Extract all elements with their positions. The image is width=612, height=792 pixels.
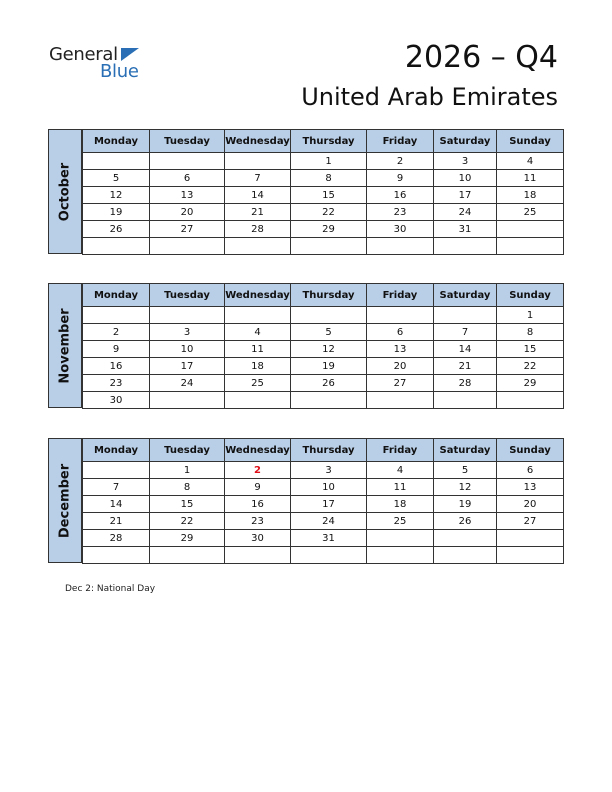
- day-cell: 17: [150, 358, 225, 375]
- day-cell: [291, 392, 367, 409]
- day-cell: 18: [497, 187, 564, 204]
- country-name: United Arab Emirates: [301, 83, 558, 111]
- weekday-header: Sunday: [497, 284, 564, 307]
- day-cell: 23: [225, 513, 291, 530]
- day-cell: 14: [225, 187, 291, 204]
- day-cell: 3: [291, 462, 367, 479]
- weekday-header-row: [83, 439, 564, 462]
- day-cell: 1: [291, 153, 367, 170]
- day-cell: 6: [367, 324, 434, 341]
- week-row: [83, 530, 564, 547]
- day-cell: 20: [150, 204, 225, 221]
- month-name: December: [57, 463, 73, 538]
- day-cell: 9: [367, 170, 434, 187]
- week-row: [83, 496, 564, 513]
- weekday-header-row: [83, 284, 564, 307]
- day-cell: 5: [434, 462, 497, 479]
- day-cell: 12: [291, 341, 367, 358]
- weekday-header: Wednesday: [225, 284, 291, 307]
- day-cell: 29: [291, 221, 367, 238]
- day-cell: 16: [225, 496, 291, 513]
- day-cell: 13: [150, 187, 225, 204]
- day-cell: 11: [497, 170, 564, 187]
- weekday-header: Thursday: [291, 284, 367, 307]
- month-name: November: [57, 307, 73, 384]
- day-cell: 8: [150, 479, 225, 496]
- day-cell: [150, 238, 225, 255]
- day-cell: 4: [225, 324, 291, 341]
- day-cell: 29: [497, 375, 564, 392]
- logo-text-general: General: [49, 44, 118, 65]
- day-cell: [225, 238, 291, 255]
- week-row: [83, 221, 564, 238]
- day-cell: 13: [367, 341, 434, 358]
- day-cell: 3: [434, 153, 497, 170]
- day-cell: 29: [150, 530, 225, 547]
- day-cell: [150, 153, 225, 170]
- day-cell: 31: [434, 221, 497, 238]
- day-cell: 24: [434, 204, 497, 221]
- day-cell: 5: [83, 170, 150, 187]
- day-cell: 27: [150, 221, 225, 238]
- day-cell: 7: [83, 479, 150, 496]
- day-cell: 12: [83, 187, 150, 204]
- day-cell: 13: [497, 479, 564, 496]
- day-cell: 10: [434, 170, 497, 187]
- day-cell: [150, 392, 225, 409]
- day-cell: 4: [367, 462, 434, 479]
- day-cell: 28: [83, 530, 150, 547]
- day-cell: 26: [434, 513, 497, 530]
- month-label-box: [48, 129, 82, 254]
- day-cell: 6: [497, 462, 564, 479]
- day-cell: [150, 547, 225, 564]
- week-row: [83, 170, 564, 187]
- day-cell: [367, 307, 434, 324]
- day-cell: 30: [367, 221, 434, 238]
- week-row: [83, 479, 564, 496]
- week-row: [83, 153, 564, 170]
- day-cell: 15: [497, 341, 564, 358]
- day-cell: [291, 547, 367, 564]
- day-cell: 1: [150, 462, 225, 479]
- weekday-header: Monday: [83, 439, 150, 462]
- day-cell: [497, 221, 564, 238]
- week-row: [83, 187, 564, 204]
- month-grid: [82, 283, 564, 409]
- page-title: 2026 – Q4: [404, 40, 558, 75]
- day-cell: 20: [497, 496, 564, 513]
- day-cell: 8: [497, 324, 564, 341]
- day-cell: 31: [291, 530, 367, 547]
- week-row: [83, 358, 564, 375]
- day-cell: 7: [434, 324, 497, 341]
- day-cell: 2: [367, 153, 434, 170]
- day-cell: 8: [291, 170, 367, 187]
- day-cell: 27: [497, 513, 564, 530]
- day-cell: 19: [291, 358, 367, 375]
- day-cell: 28: [225, 221, 291, 238]
- week-row: [83, 547, 564, 564]
- day-cell: 21: [83, 513, 150, 530]
- day-cell: 19: [83, 204, 150, 221]
- day-cell: 3: [150, 324, 225, 341]
- day-cell: 22: [150, 513, 225, 530]
- weekday-header: Wednesday: [225, 439, 291, 462]
- day-cell: 30: [83, 392, 150, 409]
- day-cell: [434, 547, 497, 564]
- day-cell: [367, 392, 434, 409]
- weekday-header: Friday: [367, 130, 434, 153]
- week-row: [83, 513, 564, 530]
- weekday-header: Saturday: [434, 284, 497, 307]
- month-name: October: [57, 162, 73, 221]
- weekday-header: Monday: [83, 130, 150, 153]
- day-cell: 17: [434, 187, 497, 204]
- day-cell: 14: [83, 496, 150, 513]
- day-cell: [225, 153, 291, 170]
- weekday-header: Sunday: [497, 130, 564, 153]
- day-cell: 27: [367, 375, 434, 392]
- day-cell: 25: [497, 204, 564, 221]
- day-cell: 22: [291, 204, 367, 221]
- day-cell: 9: [225, 479, 291, 496]
- day-cell: [497, 530, 564, 547]
- logo-text-blue: Blue: [100, 61, 139, 82]
- day-cell: 5: [291, 324, 367, 341]
- day-cell: 18: [367, 496, 434, 513]
- week-row: [83, 238, 564, 255]
- day-cell: 23: [83, 375, 150, 392]
- day-cell: 6: [150, 170, 225, 187]
- weekday-header: Saturday: [434, 439, 497, 462]
- day-cell: [434, 530, 497, 547]
- weekday-header: Monday: [83, 284, 150, 307]
- day-cell: 12: [434, 479, 497, 496]
- day-cell: [83, 153, 150, 170]
- day-cell: 25: [367, 513, 434, 530]
- day-cell: 19: [434, 496, 497, 513]
- day-cell: 20: [367, 358, 434, 375]
- weekday-header: Friday: [367, 439, 434, 462]
- day-cell: 2: [83, 324, 150, 341]
- day-cell: 26: [83, 221, 150, 238]
- weekday-header: Tuesday: [150, 130, 225, 153]
- day-cell: 15: [291, 187, 367, 204]
- day-cell: 25: [225, 375, 291, 392]
- day-cell: [83, 307, 150, 324]
- day-cell: 10: [291, 479, 367, 496]
- weekday-header: Wednesday: [225, 130, 291, 153]
- day-cell: 11: [367, 479, 434, 496]
- weekday-header: Saturday: [434, 130, 497, 153]
- day-cell: [434, 238, 497, 255]
- day-cell: [291, 307, 367, 324]
- day-cell: 17: [291, 496, 367, 513]
- day-cell: [367, 547, 434, 564]
- day-cell: 26: [291, 375, 367, 392]
- day-cell: [225, 547, 291, 564]
- day-cell: 1: [497, 307, 564, 324]
- day-cell: [291, 238, 367, 255]
- weekday-header: Sunday: [497, 439, 564, 462]
- day-cell: 28: [434, 375, 497, 392]
- day-cell: 9: [83, 341, 150, 358]
- day-cell: 15: [150, 496, 225, 513]
- week-row: [83, 462, 564, 479]
- day-cell: 4: [497, 153, 564, 170]
- day-cell: [83, 238, 150, 255]
- week-row: [83, 307, 564, 324]
- month-grid: [82, 438, 564, 564]
- day-cell: [83, 462, 150, 479]
- weekday-header: Thursday: [291, 130, 367, 153]
- day-cell: 30: [225, 530, 291, 547]
- holiday-notes: Dec 2: National Day: [65, 584, 156, 594]
- day-cell: [225, 307, 291, 324]
- week-row: [83, 392, 564, 409]
- day-cell: 14: [434, 341, 497, 358]
- day-cell: [83, 547, 150, 564]
- week-row: [83, 375, 564, 392]
- day-cell: 16: [367, 187, 434, 204]
- day-cell: [497, 392, 564, 409]
- day-cell: [367, 530, 434, 547]
- day-cell: [434, 307, 497, 324]
- day-cell: 7: [225, 170, 291, 187]
- day-cell: 11: [225, 341, 291, 358]
- weekday-header-row: [83, 130, 564, 153]
- month-grid: [82, 129, 564, 255]
- day-cell: [367, 238, 434, 255]
- weekday-header: Tuesday: [150, 439, 225, 462]
- holiday-day-cell: 2: [225, 462, 291, 479]
- day-cell: 23: [367, 204, 434, 221]
- week-row: [83, 324, 564, 341]
- week-row: [83, 204, 564, 221]
- day-cell: 21: [225, 204, 291, 221]
- day-cell: 21: [434, 358, 497, 375]
- day-cell: [497, 547, 564, 564]
- weekday-header: Thursday: [291, 439, 367, 462]
- day-cell: 10: [150, 341, 225, 358]
- generalblue-logo: [49, 44, 149, 84]
- day-cell: 24: [291, 513, 367, 530]
- weekday-header: Tuesday: [150, 284, 225, 307]
- week-row: [83, 341, 564, 358]
- day-cell: [225, 392, 291, 409]
- weekday-header: Friday: [367, 284, 434, 307]
- day-cell: [497, 238, 564, 255]
- day-cell: 24: [150, 375, 225, 392]
- day-cell: 16: [83, 358, 150, 375]
- day-cell: 18: [225, 358, 291, 375]
- month-label-box: [48, 438, 82, 563]
- day-cell: [434, 392, 497, 409]
- day-cell: [150, 307, 225, 324]
- month-label-box: [48, 283, 82, 408]
- day-cell: 22: [497, 358, 564, 375]
- logo-triangle-icon: [121, 48, 139, 61]
